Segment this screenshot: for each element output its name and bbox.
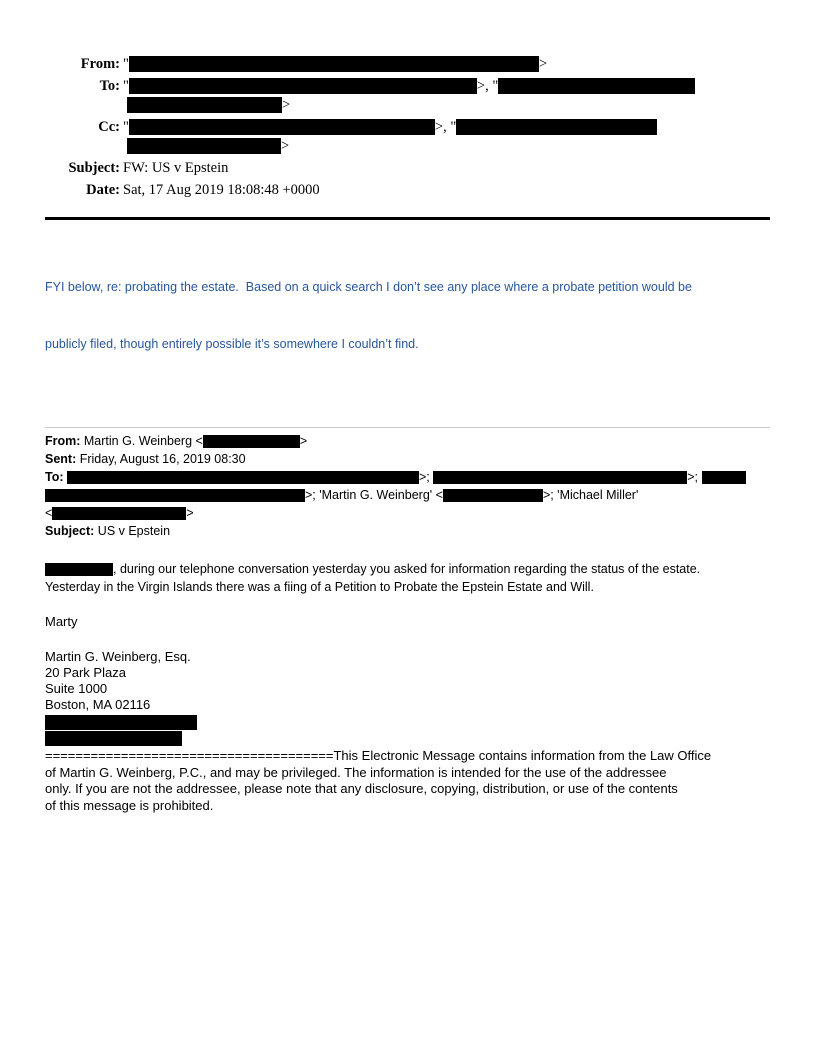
- quoted-subject-line: [45, 522, 770, 540]
- from-value: [123, 55, 547, 74]
- quoted-header: [45, 432, 770, 540]
- quoted-to-line-1: [45, 468, 770, 486]
- quote-mark: ": [123, 56, 129, 72]
- redaction-bar: [127, 138, 281, 154]
- angle-bracket: >: [186, 506, 194, 520]
- angle-bracket: >: [282, 97, 291, 113]
- forward-note-line: FYI below, re: probating the estate. Based on a quick search I don’t see any place where a probate petition would be: [45, 280, 692, 294]
- to-value: [123, 77, 695, 115]
- body-text: , during our telephone conversation yesterday you asked for information regarding the status of the estate.: [113, 562, 701, 576]
- quoted-to-line-3: [45, 504, 770, 522]
- recipient-separator: >, ": [476, 78, 499, 94]
- quoted-to-line-2: [45, 486, 770, 504]
- header-field-from: [45, 55, 770, 74]
- redaction-bar: [129, 78, 477, 94]
- header-field-to: [45, 77, 770, 115]
- signature-address-3: Boston, MA 02116: [45, 697, 151, 712]
- forward-note-line: publicly filed, though entirely possible it’s somewhere I couldn’t find.: [45, 337, 419, 351]
- quoted-sent-label: Sent:: [45, 452, 77, 466]
- quoted-message-divider: [45, 427, 770, 428]
- quoted-to-label: To:: [45, 470, 64, 484]
- redaction-bar: [45, 715, 197, 730]
- header-field-subject: [45, 159, 770, 178]
- recipient-separator: >, ": [434, 119, 457, 135]
- redaction-bar: [129, 119, 435, 135]
- quoted-to-text: >; 'Michael Miller': [542, 488, 639, 502]
- forward-note: [45, 240, 770, 392]
- quoted-from-label: From:: [45, 434, 81, 448]
- redaction-bar: [433, 471, 687, 484]
- body-line-2: Yesterday in the Virgin Islands there was a fiing of a Petition to Probate the Epstein Estate and Will.: [45, 580, 594, 594]
- signature-block: [45, 649, 770, 746]
- redaction-bar: [45, 489, 305, 502]
- redaction-bar: [52, 507, 186, 520]
- quoted-subject-label: Subject:: [45, 524, 95, 538]
- quoted-subject-value: US v Epstein: [94, 524, 171, 538]
- subject-label: Subject:: [68, 160, 120, 176]
- legal-disclaimer: [45, 748, 770, 814]
- date-value: Sat, 17 Aug 2019 18:08:48 +0000: [123, 182, 320, 198]
- quote-mark: ": [123, 119, 129, 135]
- redaction-bar: [498, 78, 695, 94]
- redaction-bar: [45, 563, 113, 576]
- redaction-bar: [67, 471, 419, 484]
- cc-value: [123, 118, 657, 156]
- angle-bracket: <: [45, 506, 53, 520]
- redaction-bar: [203, 435, 300, 448]
- angle-bracket: >: [538, 56, 548, 72]
- angle-bracket: >: [299, 434, 308, 448]
- cc-label: Cc:: [98, 119, 120, 135]
- header-field-date: [45, 181, 770, 200]
- message-body: [45, 560, 770, 596]
- from-label: From:: [80, 56, 120, 72]
- disclaimer-line: only. If you are not the addressee, please note that any disclosure, copying, distribution, or use of the contents: [45, 781, 678, 796]
- subject-value: FW: US v Epstein: [123, 160, 229, 176]
- redaction-bar: [456, 119, 657, 135]
- header-field-cc: [45, 118, 770, 156]
- signature-address-2: Suite 1000: [45, 681, 108, 696]
- date-label: Date:: [86, 182, 120, 198]
- header-divider: [45, 217, 770, 220]
- signature-redactions: [45, 715, 770, 746]
- signoff: Marty: [45, 614, 78, 629]
- disclaimer-line: of this message is prohibited.: [45, 797, 214, 813]
- redaction-bar: [45, 731, 182, 746]
- to-label: To:: [99, 78, 120, 94]
- quoted-from-value: Martin G. Weinberg <: [80, 434, 203, 448]
- quoted-from-line: [45, 432, 770, 450]
- email-header: [45, 55, 770, 200]
- recipient-separator: >;: [687, 470, 702, 484]
- body-line-1: [45, 560, 770, 578]
- signature-name: Martin G. Weinberg, Esq.: [45, 649, 191, 664]
- disclaimer-line: ======================================This Electronic Message contains information from the Law Office: [45, 748, 712, 763]
- angle-bracket: >: [281, 138, 290, 154]
- redaction-bar: [443, 489, 543, 502]
- quoted-to-text: >; 'Martin G. Weinberg' <: [305, 488, 443, 502]
- disclaimer-line: of Martin G. Weinberg, P.C., and may be privileged. The information is intended for the use of the addressee: [45, 764, 667, 780]
- redaction-bar: [702, 471, 746, 484]
- redaction-bar: [127, 97, 282, 113]
- quoted-sent-value: Friday, August 16, 2019 08:30: [76, 452, 246, 466]
- quoted-sent-line: [45, 450, 770, 468]
- recipient-separator: >;: [419, 470, 434, 484]
- redaction-bar: [129, 56, 539, 72]
- signature-address-1: 20 Park Plaza: [45, 665, 126, 680]
- quote-mark: ": [123, 78, 129, 94]
